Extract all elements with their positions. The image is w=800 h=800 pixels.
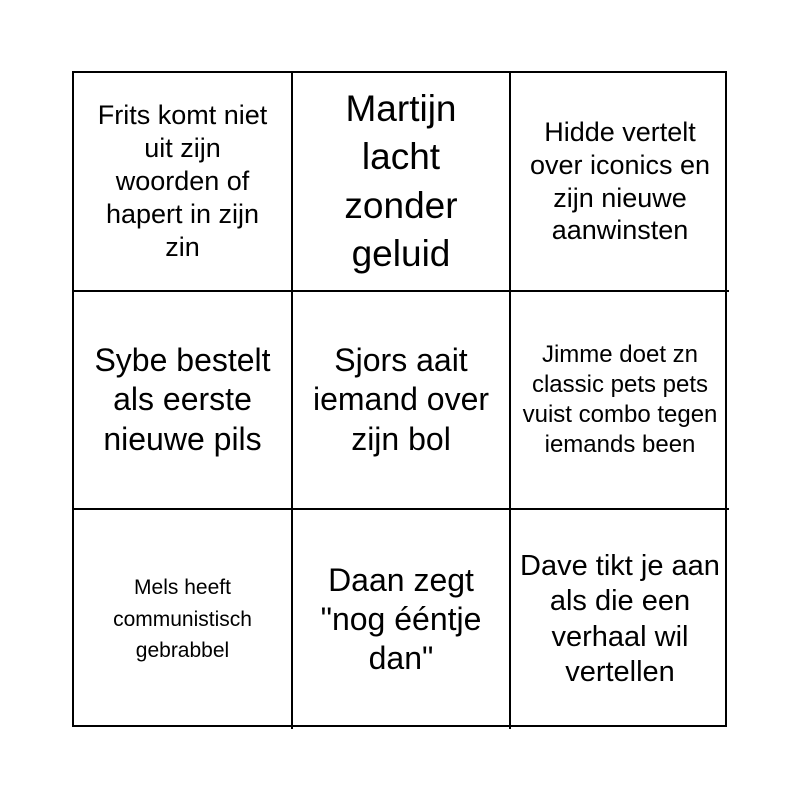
bingo-cell-1[interactable] [74,73,293,292]
bingo-cell-text: Martijn lacht zonder geluid [344,88,458,274]
bingo-cell-4[interactable] [74,292,293,510]
bingo-cell-text: Frits komt niet uit zijn woorden of hapert in zijn zin [97,100,268,262]
bingo-cell-text: Sjors aait iemand over zijn bol [312,342,490,457]
bingo-cell-text: Hidde vertelt over iconics en zijn nieuwe aanwinsten [529,116,711,246]
bingo-cell-3[interactable] [511,73,729,292]
bingo-cell-text: Mels heeft communistisch gebrabbel [113,576,252,663]
bingo-card [72,71,727,727]
bingo-cell-2[interactable] [293,73,511,292]
bingo-cell-text: Sybe bestelt als eerste nieuwe pils [94,342,271,457]
bingo-cell-9[interactable] [511,510,729,729]
bingo-cell-8[interactable] [293,510,511,729]
bingo-cell-6[interactable] [511,292,729,510]
bingo-cell-text: Jimme doet zn classic pets pets vuist combo tegen iemands been [522,341,718,458]
bingo-cell-text: Daan zegt "nog ééntje dan" [320,561,482,677]
bingo-cell-7[interactable] [74,510,293,729]
bingo-cell-text: Dave tikt je aan als die een verhaal wil vertellen [520,549,720,688]
bingo-cell-5[interactable] [293,292,511,510]
